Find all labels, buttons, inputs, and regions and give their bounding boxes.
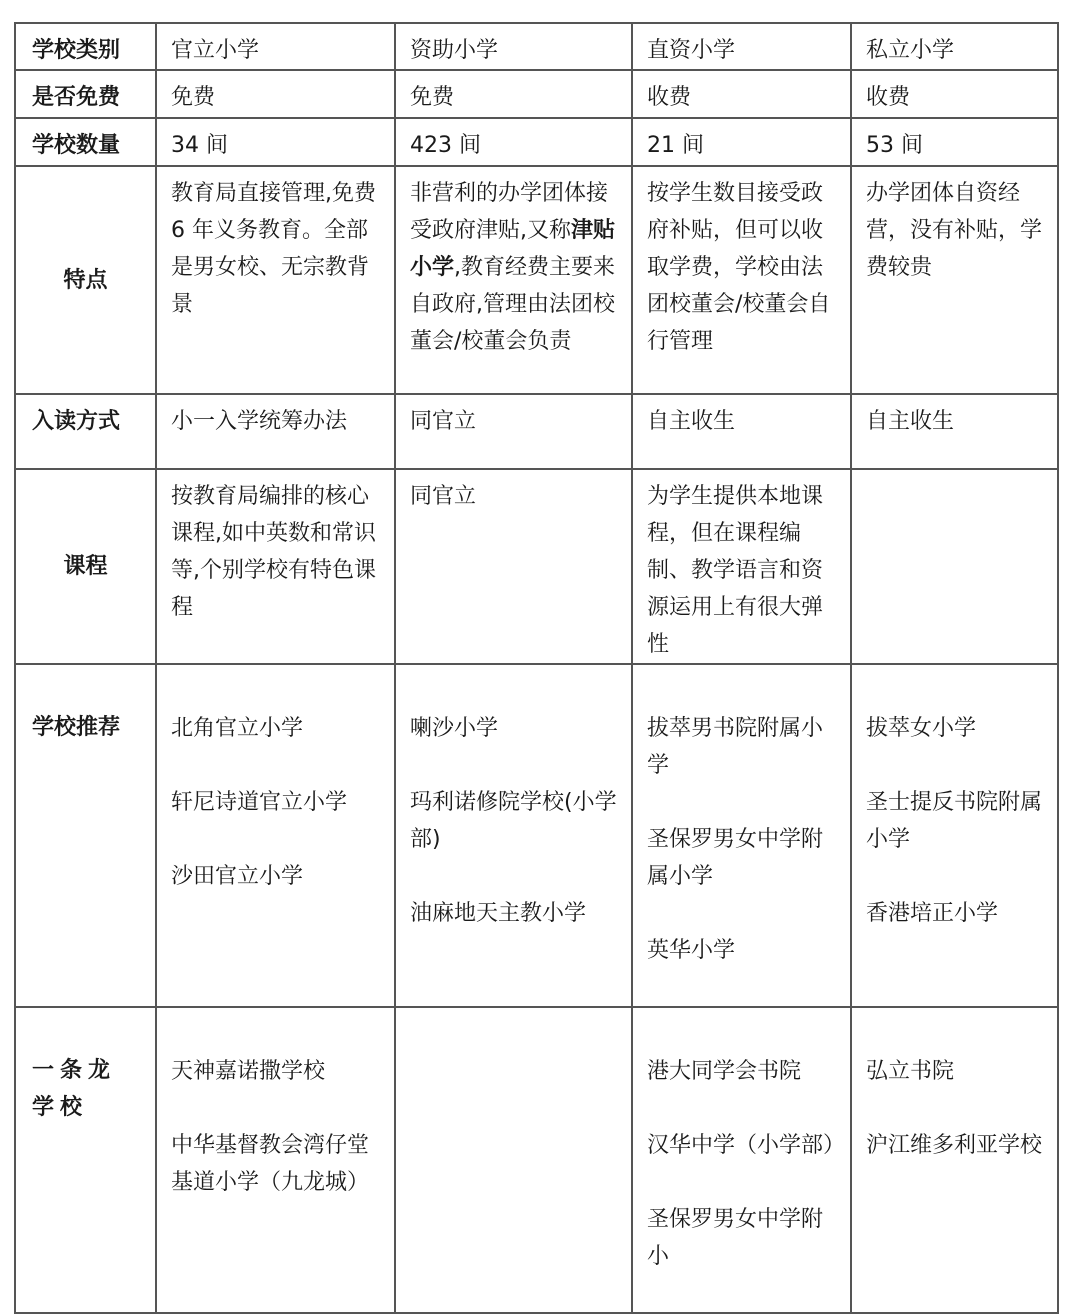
text-segment: ,教育经费主要来自政府,管理由法团校董会/校董会负责 [410,255,616,354]
table-cell: 免费 [156,70,395,118]
school-name: 天神嘉诺撒学校 [171,1059,326,1084]
table-cell [156,1007,395,1313]
table-cell [395,166,632,394]
table-cell [851,1007,1058,1313]
row-label-admission: 入读方式 [15,394,156,469]
table-row-curriculum [15,469,1058,664]
table-row-admission [15,394,1058,469]
header-cell-dss: 直资小学 [632,23,851,70]
table-cell: 按学生数目接受政府补贴，但可以收取学费，学校由法团校董会/校董会自行管理 [632,166,851,394]
table-cell: 423 间 [395,118,632,166]
row-label-count: 学校数量 [15,118,156,166]
table-cell [395,1007,632,1313]
table-cell: 53 间 [851,118,1058,166]
school-name: 沪江维多利亚学校 [866,1133,1043,1158]
table-cell: 免费 [395,70,632,118]
school-name: 弘立书院 [866,1059,955,1084]
table-cell: 34 间 [156,118,395,166]
header-cell-government: 官立小学 [156,23,395,70]
table-cell: 办学团体自资经营，没有补贴，学费较贵 [851,166,1058,394]
row-label-curriculum: 课程 [15,469,156,664]
table-row-count [15,118,1058,166]
table-cell: 收费 [851,70,1058,118]
header-cell-aided: 资助小学 [395,23,632,70]
school-name: 港大同学会书院 [647,1059,802,1084]
table-cell: 自主收生 [632,394,851,469]
row-label-features: 特点 [15,166,156,394]
header-cell-private: 私立小学 [851,23,1058,70]
row-label-recommended: 学校推荐 [15,664,156,1007]
table-cell: 同官立 [395,394,632,469]
school-name: 圣士提反书院附属小学 [866,790,1043,852]
school-name: 香港培正小学 [866,901,999,926]
table-cell: 同官立 [395,469,632,664]
table-row-features [15,166,1058,394]
header-row [15,23,1058,70]
row-label-through-train: 一条龙学校 [15,1007,156,1313]
school-comparison-table [14,22,1059,1314]
school-name: 北角官立小学 [171,716,304,741]
table-row-recommended [15,664,1058,1007]
table-cell [156,664,395,1007]
school-name: 英华小学 [647,938,736,963]
school-name: 沙田官立小学 [171,864,304,889]
table-cell [395,664,632,1007]
school-name: 汉华中学（小学部） [647,1133,846,1158]
header-cell-category: 学校类别 [15,23,156,70]
table-cell: 自主收生 [851,394,1058,469]
table-cell: 小一入学统筹办法 [156,394,395,469]
school-name: 圣保罗男女中学附小 [647,1207,824,1269]
bold-term-subsidized: 津贴小学 [410,218,616,280]
school-name: 拔萃女小学 [866,716,977,741]
school-name: 中华基督教会湾仔堂基道小学（九龙城） [171,1133,370,1195]
school-name: 轩尼诗道官立小学 [171,790,348,815]
row-label-free: 是否免费 [15,70,156,118]
school-name: 油麻地天主教小学 [410,901,587,926]
table-row-through-train [15,1007,1058,1313]
table-cell [851,469,1058,664]
table-row-free [15,70,1058,118]
school-name: 拔萃男书院附属小学 [647,716,824,778]
school-name: 喇沙小学 [410,716,499,741]
text-segment: 非营利的办学团体接受政府津贴,又称 [410,181,609,243]
table-cell: 收费 [632,70,851,118]
table-cell: 21 间 [632,118,851,166]
school-name: 玛利诺修院学校(小学部) [410,790,617,852]
table-cell [632,1007,851,1313]
table-cell: 按教育局编排的核心课程,如中英数和常识等,个别学校有特色课程 [156,469,395,664]
school-name: 圣保罗男女中学附属小学 [647,827,824,889]
table-cell: 为学生提供本地课程，但在课程编制、教学语言和资源运用上有很大弹性 [632,469,851,664]
table-cell [632,664,851,1007]
table-cell: 教育局直接管理,免费 6 年义务教育。全部是男女校、无宗教背景 [156,166,395,394]
table-cell [851,664,1058,1007]
